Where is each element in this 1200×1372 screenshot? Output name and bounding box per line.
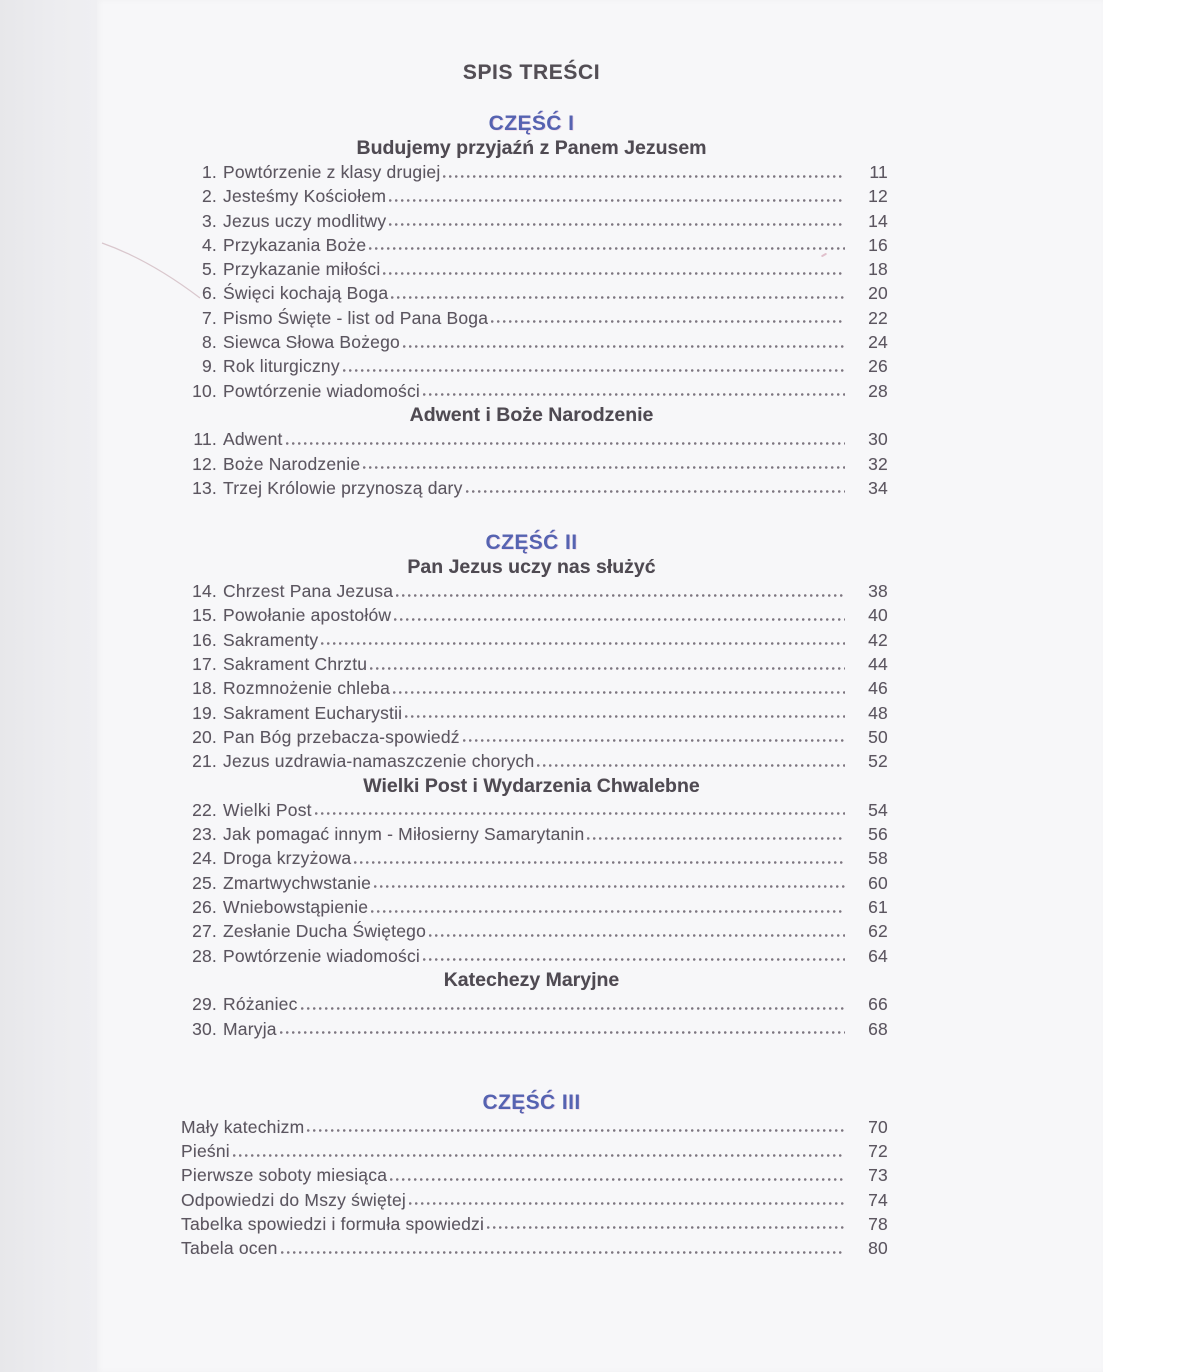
entry-page-number: 28: [868, 380, 888, 401]
entry-title: Jesteśmy Kościołem: [223, 186, 387, 207]
dot-leader: [283, 427, 848, 451]
entry-page-number: 64: [868, 945, 888, 966]
dot-leader: [371, 871, 848, 895]
dot-leader: [367, 652, 848, 676]
entry-page-number: 73: [868, 1165, 888, 1186]
dot-leader: [386, 209, 848, 233]
toc-entry-row: [175, 871, 888, 895]
entry-page-number: 40: [868, 605, 888, 626]
group-heading: Katechezy Maryjne: [443, 968, 620, 991]
dot-leader: [351, 846, 848, 870]
dot-leader: [393, 579, 848, 603]
toc-entry-row: [175, 895, 888, 919]
part-groups: [175, 579, 888, 1041]
entry-page-number: 48: [868, 702, 888, 723]
toc-entry-row: [175, 603, 888, 627]
entry-page-number: 38: [868, 581, 888, 602]
toc-entry-row: [175, 798, 888, 822]
entry-page-number: 46: [868, 678, 888, 699]
group-heading: Adwent i Boże Narodzenie: [409, 403, 654, 426]
toc-entry-row: [175, 306, 888, 330]
entry-number: 12.: [192, 453, 217, 474]
toc-entry-row: [175, 1188, 888, 1212]
toc-entry-row: [175, 701, 888, 725]
entry-title: Powtórzenie wiadomości: [223, 380, 420, 401]
dot-leader: [380, 257, 848, 281]
page-title: SPIS TREŚCI: [462, 61, 601, 84]
toc-entry-row: [175, 1139, 888, 1163]
entry-page-number: 20: [868, 283, 888, 304]
toc-entry-row: [175, 652, 888, 676]
toc-entry-row: [175, 1163, 888, 1187]
dot-leader: [312, 798, 848, 822]
entry-page-number: 68: [868, 1018, 888, 1039]
entry-number: 10.: [192, 380, 217, 401]
entry-title: Droga krzyżowa: [223, 848, 352, 869]
toc-entry-row: [175, 379, 888, 403]
toc-entry-row: [175, 628, 888, 652]
toc-entry-row: [175, 233, 888, 257]
toc-part: [175, 111, 888, 500]
toc-entry-row: [175, 676, 888, 700]
entry-title: Pan Bóg przebacza-spowiedź: [223, 726, 460, 747]
entry-page-number: 80: [868, 1238, 888, 1259]
dot-leader: [391, 603, 848, 627]
entry-number: 5.: [202, 259, 217, 280]
toc-entry-row: [175, 725, 888, 749]
entry-number: 1.: [202, 162, 217, 182]
toc-entry-row: [175, 846, 888, 870]
entry-title: Adwent: [223, 429, 283, 450]
entry-number: 24.: [192, 848, 217, 869]
page-left-shadow: [0, 0, 98, 1372]
dot-leader: [488, 306, 848, 330]
entry-title: Pierwsze soboty miesiąca: [181, 1165, 388, 1186]
entry-title: Odpowiedzi do Mszy świętej: [181, 1189, 407, 1210]
entry-page-number: 32: [868, 453, 888, 474]
entry-title: Zesłanie Ducha Świętego: [223, 921, 427, 942]
entry-title: Sakrament Eucharystii: [223, 702, 403, 723]
entry-title: Jak pomagać innym - Miłosierny Samarytanin: [223, 824, 585, 845]
part-heading: CZĘŚĆ I: [488, 112, 575, 135]
toc-entry-row: [175, 184, 888, 208]
entry-title: Zmartwychwstanie: [223, 872, 372, 893]
entry-title: Mały katechizm: [181, 1116, 305, 1137]
dot-leader: [360, 452, 848, 476]
entry-number: 6.: [202, 283, 217, 304]
entry-title: Pieśni: [181, 1141, 230, 1162]
entry-page-number: 61: [868, 897, 888, 918]
entry-page-number: 12: [868, 186, 888, 207]
entry-title: Powtórzenie wiadomości: [223, 945, 420, 966]
entry-number: 20.: [192, 726, 217, 747]
entry-page-number: 42: [868, 629, 888, 650]
entry-page-number: 78: [868, 1213, 888, 1234]
entry-title: Powtórzenie z klasy drugiej: [223, 162, 441, 182]
dot-leader: [534, 749, 848, 773]
entry-page-number: 44: [868, 654, 888, 675]
entry-number: 9.: [202, 356, 217, 377]
entry-page-number: 22: [868, 307, 888, 328]
entry-page-number: 70: [868, 1116, 888, 1137]
dot-leader: [388, 281, 848, 305]
entry-number: 15.: [192, 605, 217, 626]
dot-leader: [426, 919, 848, 943]
entry-page-number: 72: [868, 1141, 888, 1162]
dot-leader: [340, 354, 848, 378]
toc-content: [175, 0, 888, 1261]
entry-number: 29.: [192, 994, 217, 1015]
book-page: [97, 0, 1103, 1372]
dot-leader: [386, 184, 848, 208]
dot-leader: [463, 476, 848, 500]
part-heading: CZĘŚĆ II: [485, 531, 578, 555]
toc-entry-row: [175, 281, 888, 305]
entry-page-number: 66: [868, 994, 888, 1015]
entry-page-number: 56: [868, 824, 888, 845]
entry-page-number: 54: [868, 799, 888, 820]
entry-title: Wielki Post: [223, 799, 312, 820]
entry-page-number: 30: [868, 429, 888, 450]
entry-number: 27.: [192, 921, 217, 942]
toc-entry-row: [175, 476, 888, 500]
toc-entry-row: [175, 1212, 888, 1236]
entry-title: Jezus uczy modlitwy: [223, 210, 387, 231]
entry-number: 23.: [192, 824, 217, 845]
part-subtitle: Budujemy przyjaźń z Panem Jezusem: [356, 137, 707, 159]
entry-title: Boże Narodzenie: [223, 453, 361, 474]
toc-entry-row: [175, 1017, 888, 1041]
entry-title: Powołanie apostołów: [223, 605, 392, 626]
dot-leader: [420, 379, 848, 403]
entry-title: Tabelka spowiedzi i formuła spowiedzi: [181, 1213, 485, 1234]
entry-title: Jezus uzdrawia-namaszczenie chorych: [223, 751, 535, 772]
toc-parts: [175, 111, 888, 1261]
entry-title: Różaniec: [223, 994, 298, 1015]
entry-number: 26.: [192, 897, 217, 918]
toc-entry-row: [175, 919, 888, 943]
entry-title: Maryja: [223, 1018, 277, 1039]
entry-title: Przykazania Boże: [223, 234, 367, 255]
dot-leader: [460, 725, 848, 749]
entry-number: 3.: [202, 210, 217, 231]
entry-title: Rozmnożenie chleba: [223, 678, 391, 699]
group-heading: Wielki Post i Wydarzenia Chwalebne: [363, 774, 700, 797]
entry-title: Chrzest Pana Jezusa: [223, 581, 394, 602]
entry-title: Sakramenty: [223, 629, 319, 650]
toc-entry-row: [175, 579, 888, 603]
entry-number: 22.: [192, 799, 217, 820]
entry-number: 11.: [193, 429, 217, 450]
entry-page-number: 18: [868, 259, 888, 280]
toc-part: [175, 530, 888, 1041]
entry-number: 28.: [192, 945, 217, 966]
entry-number: 16.: [192, 629, 217, 650]
entry-number: 8.: [202, 332, 217, 353]
entry-title: Pismo Święte - list od Pana Boga: [223, 307, 489, 328]
entry-title: Trzej Królowie przynoszą dary: [223, 477, 463, 498]
dot-leader: [278, 1236, 848, 1260]
entry-number: 18.: [192, 678, 217, 699]
toc-entry-row: [175, 427, 888, 451]
entry-number: 21.: [192, 751, 217, 772]
entry-number: 30.: [192, 1018, 217, 1039]
entry-number: 4.: [202, 234, 217, 255]
entry-title: Rok liturgiczny: [223, 356, 340, 377]
entry-title: Siewca Słowa Bożego: [223, 332, 400, 353]
dot-leader: [420, 944, 848, 968]
toc-entry-row: [175, 1115, 888, 1139]
dot-leader: [298, 992, 848, 1016]
entry-page-number: 16: [868, 234, 888, 255]
entry-page-number: 52: [868, 751, 888, 772]
entry-page-number: 26: [868, 356, 888, 377]
toc-entry-row: [175, 1236, 888, 1260]
dot-leader: [230, 1139, 848, 1163]
toc-entry-row: [175, 822, 888, 846]
entry-number: 14.: [192, 581, 217, 602]
toc-entry-row: [175, 160, 888, 184]
entry-page-number: 11: [869, 162, 888, 182]
entry-page-number: 50: [868, 726, 888, 747]
entry-number: 25.: [192, 872, 217, 893]
toc-entry-row: [175, 452, 888, 476]
toc-entry-row: [175, 944, 888, 968]
entry-page-number: 14: [868, 210, 888, 231]
entry-page-number: 60: [868, 872, 888, 893]
entry-title: Sakrament Chrztu: [223, 654, 368, 675]
dot-leader: [368, 895, 848, 919]
entry-title: Wniebowstąpienie: [223, 897, 369, 918]
entry-number: 17.: [192, 654, 217, 675]
toc-part: [175, 1090, 888, 1261]
part-heading: CZĘŚĆ III: [482, 1090, 581, 1114]
part-groups: [175, 160, 888, 500]
entry-number: 2.: [202, 186, 217, 207]
toc-entry-row: [175, 330, 888, 354]
dot-leader: [387, 1163, 848, 1187]
part-groups: [175, 1115, 888, 1261]
entry-title: Przykazanie miłości: [223, 259, 381, 280]
dot-leader: [400, 330, 848, 354]
dot-leader: [304, 1115, 848, 1139]
entry-number: 19.: [192, 702, 217, 723]
dot-leader: [402, 701, 848, 725]
toc-entry-row: [175, 257, 888, 281]
toc-entry-row: [175, 992, 888, 1016]
dot-leader: [406, 1188, 848, 1212]
entry-page-number: 58: [868, 848, 888, 869]
toc-entry-row: [175, 354, 888, 378]
entry-page-number: 24: [868, 332, 888, 353]
part-subtitle: Pan Jezus uczy nas służyć: [407, 556, 656, 579]
dot-leader: [484, 1212, 848, 1236]
entry-title: Święci kochają Boga: [223, 283, 389, 304]
dot-leader: [584, 822, 848, 846]
entry-page-number: 62: [868, 921, 888, 942]
dot-leader: [440, 160, 848, 184]
toc-entry-row: [175, 209, 888, 233]
entry-title: Tabela ocen: [181, 1238, 278, 1259]
dot-leader: [277, 1017, 848, 1041]
dot-leader: [366, 233, 848, 257]
entry-number: 13.: [192, 477, 217, 498]
dot-leader: [318, 628, 848, 652]
toc-entry-row: [175, 749, 888, 773]
entry-page-number: 74: [868, 1189, 888, 1210]
entry-page-number: 34: [868, 477, 888, 498]
entry-number: 7.: [202, 307, 217, 328]
dot-leader: [390, 676, 848, 700]
